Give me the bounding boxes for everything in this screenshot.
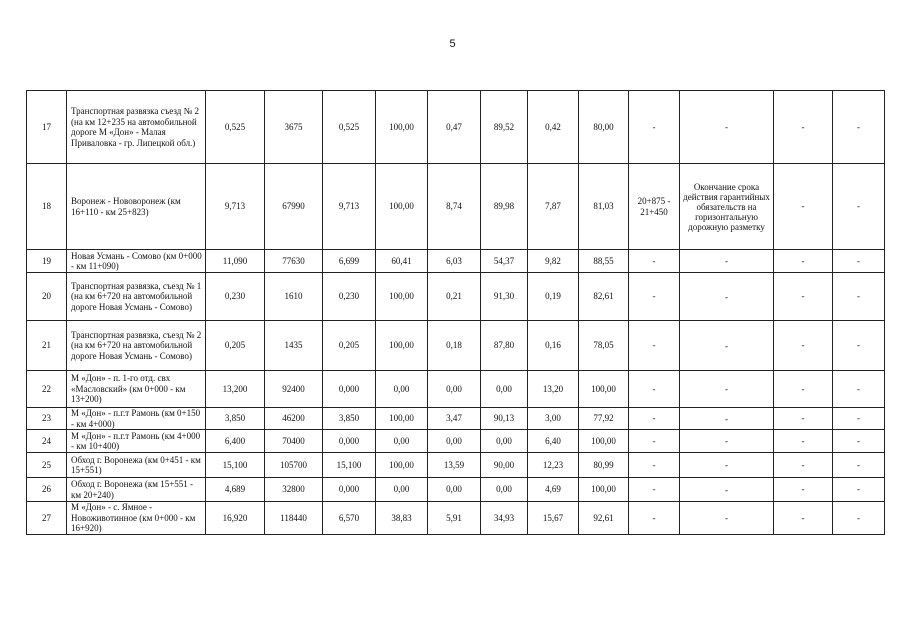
cell-length-a-km: 0,00 [428,478,481,502]
cell-length-b-km: 0,19 [528,273,579,321]
cell-defect-section: 20+875 - 21+450 [629,164,680,250]
cell-percent-normative: 0,00 [376,478,428,502]
cell-length-b-km: 3,00 [528,408,579,430]
cell-column-13: - [774,430,833,453]
cell-defect-section: - [629,250,680,273]
cell-percent-normative: 0,00 [376,430,428,453]
cell-percent-b: 92,61 [579,502,629,535]
cell-row-number: 20 [27,273,67,321]
cell-column-13: - [774,371,833,408]
cell-length-b-km: 13,20 [528,371,579,408]
cell-column-13: - [774,321,833,371]
cell-area-m2: 1610 [265,273,323,321]
cell-road-name: Транспортная развязка съезд № 2 (на км 12+235 на автомобильной дороге М «Дон» - Малая Приваловка - гр. Липецкой обл.) [67,91,206,164]
cell-length-b-km: 6,40 [528,430,579,453]
cell-defect-section: - [629,430,680,453]
cell-column-14: - [833,371,885,408]
cell-column-14: - [833,250,885,273]
cell-column-13: - [774,273,833,321]
cell-road-name: Новая Усмань - Сомово (км 0+000 - км 11+090) [67,250,206,273]
cell-percent-b: 81,03 [579,164,629,250]
cell-road-name: Транспортная развязка, съезд № 1 (на км 6+720 на автомобильной дороге Новая Усмань - Сомово) [67,273,206,321]
cell-defect-section: - [629,273,680,321]
cell-defect-section: - [629,321,680,371]
cell-length-km: 11,090 [206,250,265,273]
cell-road-name: Обход г. Воронежа (км 0+451 - км 15+551) [67,453,206,478]
cell-note: - [680,478,774,502]
table-row [27,408,885,430]
cell-length-a-km: 13,59 [428,453,481,478]
cell-column-14: - [833,91,885,164]
cell-note: - [680,250,774,273]
cell-column-14: - [833,502,885,535]
cell-percent-normative: 100,00 [376,453,428,478]
cell-percent-normative: 100,00 [376,164,428,250]
cell-percent-normative: 60,41 [376,250,428,273]
cell-percent-b: 100,00 [579,371,629,408]
cell-percent-a: 34,93 [481,502,528,535]
cell-percent-b: 80,99 [579,453,629,478]
cell-percent-normative: 100,00 [376,273,428,321]
cell-length-a-km: 0,00 [428,430,481,453]
cell-length-km: 9,713 [206,164,265,250]
cell-area-m2: 70400 [265,430,323,453]
cell-note: - [680,430,774,453]
cell-road-name: М «Дон» - п. 1-го отд. свх «Масловский» (км 0+000 - км 13+200) [67,371,206,408]
cell-road-name: М «Дон» - п.г.т Рамонь (км 4+000 - км 10+400) [67,430,206,453]
cell-percent-b: 77,92 [579,408,629,430]
cell-note: Окончание срока действия гарантийных обязательств на горизонтальную дорожную разметку [680,164,774,250]
cell-note: - [680,273,774,321]
table-row [27,250,885,273]
cell-column-14: - [833,453,885,478]
cell-percent-b: 100,00 [579,478,629,502]
cell-column-13: - [774,408,833,430]
cell-area-m2: 118440 [265,502,323,535]
cell-length-km: 15,100 [206,453,265,478]
cell-length-normative-km: 0,000 [323,478,376,502]
cell-length-km: 4,689 [206,478,265,502]
cell-length-a-km: 5,91 [428,502,481,535]
table-body [27,91,885,535]
table-row [27,502,885,535]
table-row [27,453,885,478]
cell-road-name: Транспортная развязка, съезд № 2 (на км 6+720 на автомобильной дороге Новая Усмань - Сомово) [67,321,206,371]
cell-length-km: 13,200 [206,371,265,408]
cell-defect-section: - [629,371,680,408]
cell-length-normative-km: 0,525 [323,91,376,164]
cell-percent-a: 0,00 [481,371,528,408]
cell-length-b-km: 7,87 [528,164,579,250]
cell-defect-section: - [629,502,680,535]
cell-column-14: - [833,430,885,453]
cell-column-14: - [833,273,885,321]
cell-percent-normative: 0,00 [376,371,428,408]
cell-column-14: - [833,164,885,250]
cell-column-13: - [774,250,833,273]
cell-length-km: 6,400 [206,430,265,453]
table-row [27,273,885,321]
table-row [27,164,885,250]
cell-percent-a: 89,52 [481,91,528,164]
cell-column-14: - [833,321,885,371]
cell-area-m2: 105700 [265,453,323,478]
cell-length-a-km: 8,74 [428,164,481,250]
cell-length-normative-km: 0,205 [323,321,376,371]
cell-percent-normative: 100,00 [376,408,428,430]
cell-length-normative-km: 0,000 [323,430,376,453]
cell-length-km: 16,920 [206,502,265,535]
cell-length-km: 0,205 [206,321,265,371]
cell-length-a-km: 0,47 [428,91,481,164]
cell-note: - [680,502,774,535]
cell-length-a-km: 0,00 [428,371,481,408]
cell-percent-a: 0,00 [481,478,528,502]
cell-row-number: 23 [27,408,67,430]
cell-percent-normative: 38,83 [376,502,428,535]
cell-length-normative-km: 6,699 [323,250,376,273]
cell-length-km: 0,230 [206,273,265,321]
cell-defect-section: - [629,91,680,164]
cell-column-13: - [774,453,833,478]
cell-row-number: 17 [27,91,67,164]
cell-road-name: Воронеж - Нововоронеж (км 16+110 - км 25+823) [67,164,206,250]
cell-percent-a: 0,00 [481,430,528,453]
cell-note: - [680,408,774,430]
cell-note: - [680,321,774,371]
cell-column-14: - [833,478,885,502]
cell-length-normative-km: 15,100 [323,453,376,478]
cell-column-13: - [774,164,833,250]
cell-road-name: Обход г. Воронежа (км 15+551 - км 20+240) [67,478,206,502]
cell-column-13: - [774,478,833,502]
table-row [27,371,885,408]
page-number: 5 [449,38,456,50]
cell-length-a-km: 0,18 [428,321,481,371]
cell-defect-section: - [629,408,680,430]
cell-row-number: 19 [27,250,67,273]
cell-length-normative-km: 3,850 [323,408,376,430]
cell-note: - [680,371,774,408]
cell-percent-b: 100,00 [579,430,629,453]
cell-length-normative-km: 6,570 [323,502,376,535]
cell-defect-section: - [629,478,680,502]
cell-area-m2: 77630 [265,250,323,273]
cell-area-m2: 46200 [265,408,323,430]
cell-note: - [680,91,774,164]
cell-percent-b: 78,05 [579,321,629,371]
cell-row-number: 26 [27,478,67,502]
cell-length-normative-km: 0,230 [323,273,376,321]
cell-percent-a: 54,37 [481,250,528,273]
cell-percent-a: 87,80 [481,321,528,371]
cell-length-a-km: 0,21 [428,273,481,321]
cell-length-normative-km: 0,000 [323,371,376,408]
cell-row-number: 18 [27,164,67,250]
cell-road-name: М «Дон» - п.г.т Рамонь (км 0+150 - км 4+000) [67,408,206,430]
cell-area-m2: 1435 [265,321,323,371]
cell-area-m2: 67990 [265,164,323,250]
cell-length-normative-km: 9,713 [323,164,376,250]
cell-row-number: 24 [27,430,67,453]
table-row [27,430,885,453]
cell-percent-a: 90,00 [481,453,528,478]
cell-percent-a: 90,13 [481,408,528,430]
cell-length-b-km: 0,42 [528,91,579,164]
cell-percent-a: 89,98 [481,164,528,250]
cell-row-number: 21 [27,321,67,371]
cell-area-m2: 3675 [265,91,323,164]
cell-percent-normative: 100,00 [376,91,428,164]
cell-length-b-km: 15,67 [528,502,579,535]
table-row [27,321,885,371]
cell-length-km: 0,525 [206,91,265,164]
cell-percent-a: 91,30 [481,273,528,321]
table-row [27,91,885,164]
cell-length-b-km: 0,16 [528,321,579,371]
cell-column-13: - [774,502,833,535]
cell-percent-normative: 100,00 [376,321,428,371]
cell-row-number: 25 [27,453,67,478]
cell-row-number: 22 [27,371,67,408]
cell-column-13: - [774,91,833,164]
road-condition-table [26,90,885,535]
cell-row-number: 27 [27,502,67,535]
cell-area-m2: 92400 [265,371,323,408]
cell-length-a-km: 3,47 [428,408,481,430]
cell-column-14: - [833,408,885,430]
cell-length-b-km: 9,82 [528,250,579,273]
cell-length-b-km: 4,69 [528,478,579,502]
cell-road-name: М «Дон» - с. Ямное - Новоживотинное (км 0+000 - км 16+920) [67,502,206,535]
cell-percent-b: 88,55 [579,250,629,273]
cell-percent-b: 82,61 [579,273,629,321]
cell-length-b-km: 12,23 [528,453,579,478]
cell-length-a-km: 6,03 [428,250,481,273]
table-row [27,478,885,502]
cell-length-km: 3,850 [206,408,265,430]
cell-area-m2: 32800 [265,478,323,502]
cell-percent-b: 80,00 [579,91,629,164]
cell-defect-section: - [629,453,680,478]
cell-note: - [680,453,774,478]
